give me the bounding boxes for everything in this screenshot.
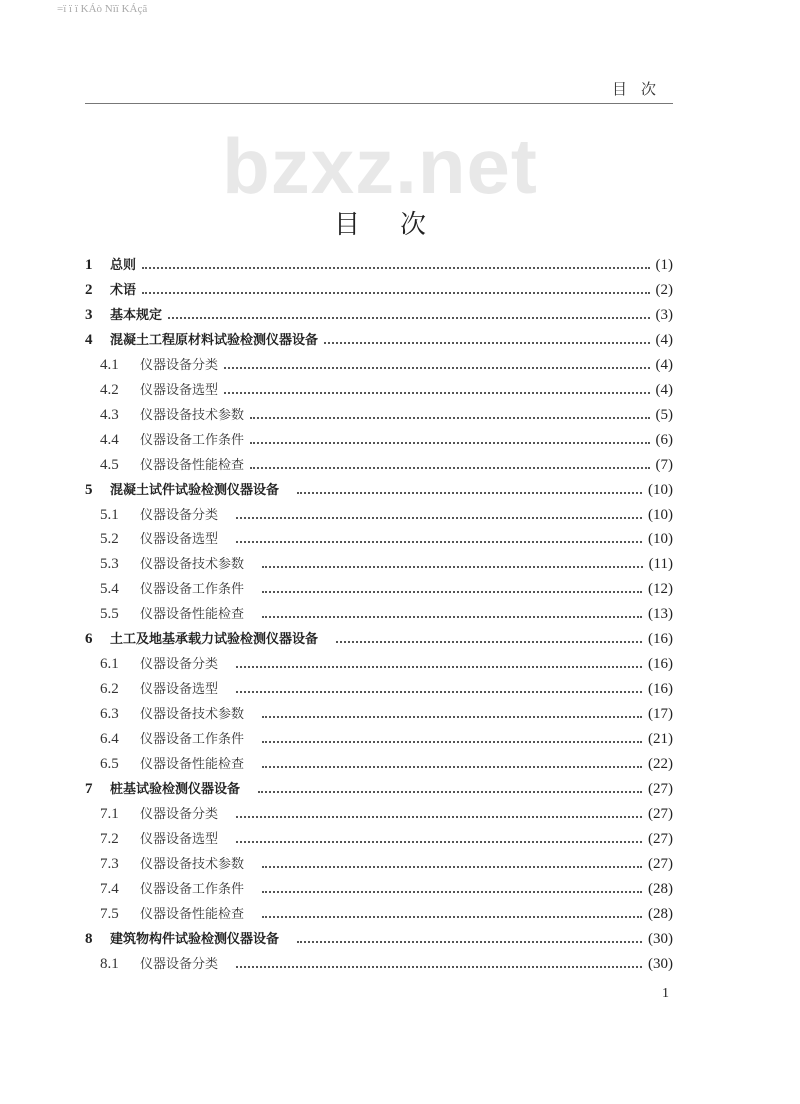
toc-entry-number: 7.2: [100, 830, 119, 847]
dot-leader: [236, 816, 642, 818]
toc-entry-number: 6: [85, 631, 93, 648]
toc-entry[interactable]: [85, 779, 673, 804]
toc-entry-title: 总则: [110, 258, 137, 273]
toc-entry-page: (27): [648, 830, 673, 847]
toc-entry-number: 6.5: [100, 756, 119, 773]
toc-entry-page: (4): [655, 356, 673, 373]
toc-entry-title: 仪器设备分类: [140, 806, 219, 822]
toc-entry-number: 7.1: [100, 805, 119, 822]
toc-entry-page: (16): [648, 656, 673, 673]
toc-entry[interactable]: [85, 729, 673, 754]
toc-entry-page: (30): [648, 955, 673, 972]
page-title: 目次: [333, 210, 466, 240]
dot-leader: [236, 517, 642, 519]
dot-leader: [262, 716, 642, 718]
toc-entry-page: (5): [655, 406, 673, 423]
toc-entry-number: 7.4: [100, 880, 119, 897]
toc-entry-number: 4: [85, 331, 93, 348]
toc-entry-title: 仪器设备选型: [140, 382, 219, 398]
dot-leader: [262, 866, 642, 868]
toc-entry[interactable]: [85, 280, 673, 305]
toc-entry-number: 4.4: [100, 431, 119, 448]
dot-leader: [250, 467, 649, 469]
toc-entry-title: 仪器设备分类: [140, 507, 219, 523]
dot-leader: [236, 541, 642, 543]
dot-leader: [262, 616, 642, 618]
dot-leader: [262, 916, 642, 918]
toc-entry[interactable]: [85, 255, 673, 280]
toc-entry[interactable]: [85, 579, 673, 604]
dot-leader: [224, 367, 649, 369]
toc-entry[interactable]: [85, 804, 673, 829]
dot-leader: [250, 417, 649, 419]
toc-entry-title: 桩基试验检测仪器设备: [110, 782, 241, 798]
dot-leader: [142, 267, 649, 269]
toc-entry[interactable]: [85, 829, 673, 854]
toc-entry-title: 仪器设备分类: [140, 657, 219, 673]
toc-entry[interactable]: [85, 929, 673, 954]
toc-entry[interactable]: [85, 604, 673, 629]
toc-entry-page: (7): [655, 456, 673, 473]
toc-entry[interactable]: [85, 405, 673, 430]
toc-entry-title: 建筑物构件试验检测仪器设备: [110, 931, 280, 947]
toc-entry-page: (3): [655, 306, 673, 323]
toc-entry[interactable]: [85, 529, 673, 554]
toc-entry-page: (16): [648, 631, 673, 648]
page-number: 1: [662, 986, 669, 1001]
dot-leader: [297, 941, 642, 943]
toc-entry-title: 仪器设备性能检查: [140, 607, 245, 623]
toc-entry-page: (2): [655, 281, 673, 298]
toc-entry-title: 仪器设备性能检查: [140, 757, 245, 773]
dot-leader: [236, 966, 642, 968]
toc-entry-number: 4.5: [100, 456, 119, 473]
dot-leader: [236, 691, 642, 693]
toc-entry-number: 4.2: [100, 381, 119, 398]
toc-entry[interactable]: [85, 679, 673, 704]
toc-entry[interactable]: [85, 505, 673, 530]
toc-entry-title: 仪器设备工作条件: [140, 432, 245, 448]
toc-entry-title: 术语: [110, 282, 137, 298]
toc-entry[interactable]: [85, 554, 673, 579]
toc-entry-title: 混凝土试件试验检测仪器设备: [110, 482, 280, 498]
dot-leader: [262, 591, 642, 593]
toc-entry[interactable]: [85, 455, 673, 480]
toc-entry-number: 5.5: [100, 606, 119, 623]
dot-leader: [250, 442, 649, 444]
toc-entry[interactable]: [85, 305, 673, 330]
toc-entry-number: 2: [85, 281, 93, 298]
toc-entry-number: 7.5: [100, 905, 119, 922]
toc-entry-page: (12): [648, 581, 673, 598]
toc-entry-number: 6.4: [100, 731, 119, 748]
toc-entry-title: 仪器设备选型: [140, 532, 219, 548]
running-head: 目次: [611, 80, 670, 98]
toc-entry-page: (10): [648, 531, 673, 548]
toc-entry-number: 7: [85, 781, 93, 798]
toc-entry-number: 5: [85, 481, 93, 498]
scan-header-text: =ï ï ï KÁò Nïï KÁçã: [57, 3, 148, 15]
toc-entry-number: 8.1: [100, 955, 119, 972]
dot-leader: [262, 741, 642, 743]
toc-entry-number: 5.1: [100, 506, 119, 523]
dot-leader: [258, 791, 642, 793]
toc-entry-page: (4): [655, 331, 673, 348]
toc-entry-page: (27): [648, 855, 673, 872]
toc-entry-title: 基本规定: [110, 307, 163, 323]
toc-entry[interactable]: [85, 879, 673, 904]
toc-entry-title: 仪器设备工作条件: [140, 582, 245, 598]
dot-leader: [336, 641, 642, 643]
dot-leader: [236, 666, 642, 668]
toc-entry-title: 仪器设备选型: [140, 831, 219, 847]
toc-entry-page: (27): [648, 781, 673, 798]
dot-leader: [142, 292, 649, 294]
toc-entry-title: 仪器设备技术参数: [140, 407, 245, 423]
toc-entry-title: 仪器设备工作条件: [140, 881, 245, 897]
toc-entry-title: 仪器设备选型: [140, 682, 219, 698]
toc-entry-number: 6.1: [100, 656, 119, 673]
toc-entry-title: 仪器设备技术参数: [140, 856, 245, 872]
toc-entry[interactable]: [85, 330, 673, 355]
toc-entry-number: 6.2: [100, 681, 119, 698]
toc-entry[interactable]: [85, 704, 673, 729]
toc-entry-number: 8: [85, 930, 93, 947]
toc-entry[interactable]: [85, 355, 673, 380]
dot-leader: [236, 841, 642, 843]
toc-entry-page: (6): [655, 431, 673, 448]
toc-entry-number: 5.2: [100, 531, 119, 548]
toc-entry-title: 仪器设备性能检查: [140, 457, 245, 473]
header-rule: [85, 103, 673, 104]
watermark: bzxz.net: [222, 122, 538, 210]
toc-entry-page: (1): [655, 257, 673, 273]
toc-entry-number: 1: [85, 257, 93, 273]
toc-entry-title: 仪器设备分类: [140, 956, 219, 972]
toc-entry[interactable]: [85, 654, 673, 679]
toc-entry-page: (16): [648, 681, 673, 698]
toc-entry-number: 4.3: [100, 406, 119, 423]
toc-entry[interactable]: [85, 380, 673, 405]
toc-entry-number: 4.1: [100, 356, 119, 373]
toc-entry-number: 5.3: [100, 556, 119, 573]
toc-entry-number: 3: [85, 306, 93, 323]
toc-entry[interactable]: [85, 754, 673, 779]
dot-leader: [262, 891, 642, 893]
toc-entry-title: 仪器设备性能检查: [140, 906, 245, 922]
toc-entry-title: 仪器设备分类: [140, 357, 219, 373]
dot-leader: [262, 766, 642, 768]
toc-entry[interactable]: [85, 904, 673, 929]
dot-leader: [324, 342, 649, 344]
toc-entry-page: (4): [655, 381, 673, 398]
dot-leader: [297, 492, 642, 494]
toc-entry[interactable]: [85, 430, 673, 455]
toc-entry-title: 仪器设备技术参数: [140, 707, 245, 723]
toc-entry[interactable]: [85, 854, 673, 879]
table-of-contents: [85, 255, 673, 979]
toc-entry-page: (28): [648, 880, 673, 897]
toc-entry[interactable]: [85, 629, 673, 654]
toc-entry-title: 仪器设备技术参数: [140, 557, 245, 573]
dot-leader: [168, 317, 649, 319]
toc-entry[interactable]: [85, 480, 673, 505]
toc-entry-page: (13): [648, 606, 673, 623]
toc-entry-page: (27): [648, 805, 673, 822]
toc-entry-page: (17): [648, 706, 673, 723]
toc-entry-page: (10): [648, 506, 673, 523]
toc-entry-number: 7.3: [100, 855, 119, 872]
toc-entry-number: 6.3: [100, 706, 119, 723]
toc-entry-title: 仪器设备工作条件: [140, 732, 245, 748]
toc-entry-number: 5.4: [100, 581, 119, 598]
dot-leader: [262, 566, 643, 568]
toc-entry[interactable]: [85, 954, 673, 979]
toc-entry-page: (10): [648, 481, 673, 498]
toc-entry-title: 混凝土工程原材料试验检测仪器设备: [110, 332, 319, 348]
toc-entry-page: (11): [648, 556, 673, 573]
dot-leader: [224, 392, 649, 394]
toc-entry-page: (30): [648, 930, 673, 947]
toc-entry-page: (22): [648, 756, 673, 773]
toc-entry-page: (28): [648, 905, 673, 922]
toc-entry-title: 土工及地基承载力试验检测仪器设备: [110, 632, 319, 648]
toc-entry-page: (21): [648, 731, 673, 748]
